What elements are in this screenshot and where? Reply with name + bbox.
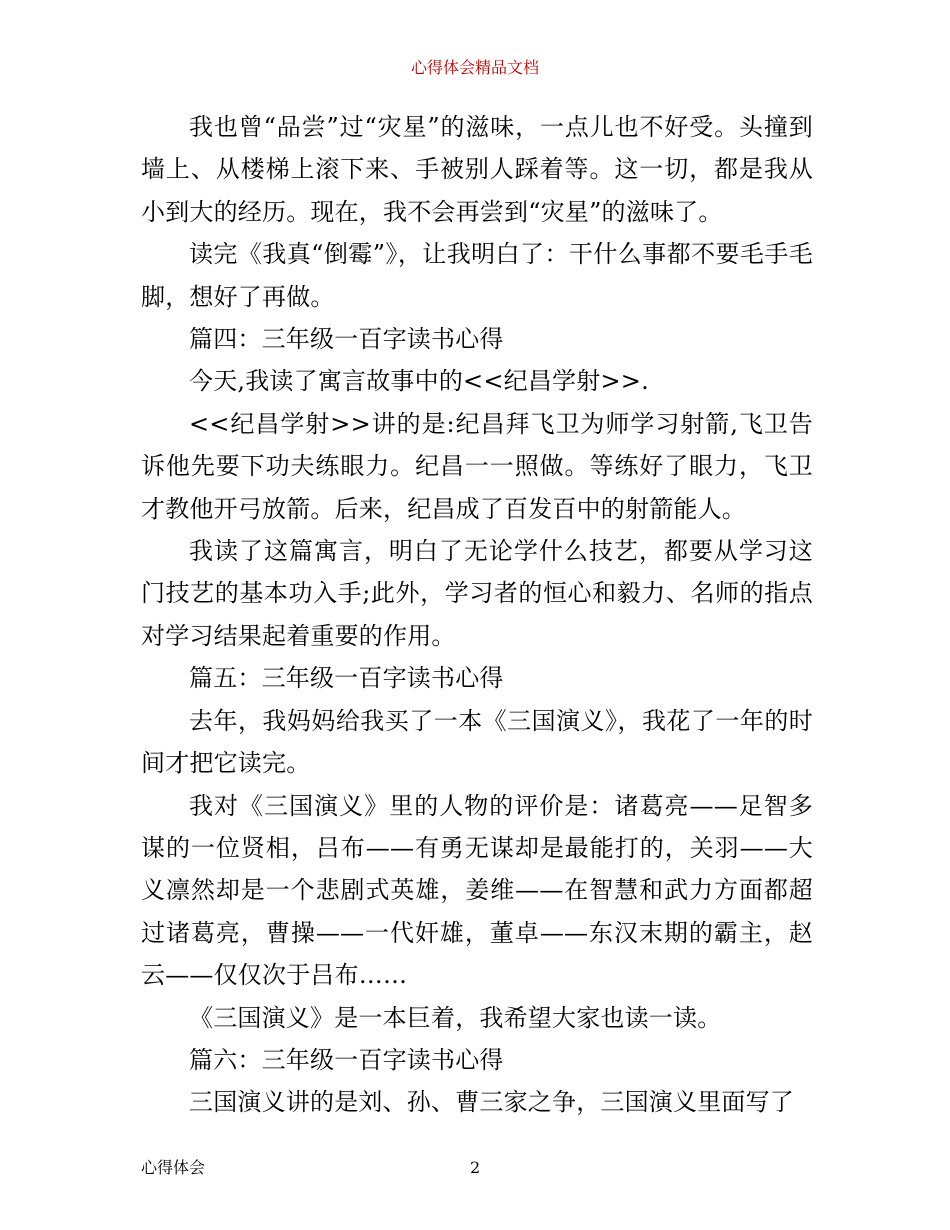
paragraph: 今天,我读了寓言故事中的<<纪昌学射>>. <box>189 367 649 396</box>
page-header: 心得体会精品文档 <box>410 58 539 77</box>
section-heading: 篇六：三年级一百字读书心得 <box>189 1045 504 1074</box>
section-heading: 篇五：三年级一百字读书心得 <box>189 664 504 693</box>
document-body <box>141 106 813 1124</box>
paragraph: 《三国演义》是一本巨着，我希望大家也读一读。 <box>189 1003 722 1032</box>
page-number: 2 <box>470 1158 481 1177</box>
footer-label: 心得体会 <box>141 1158 206 1177</box>
paragraph: 我读了这篇寓言，明白了无论学什么技艺，都要从学习这门技艺的基本功入手;此外，学习者的恒心和毅力、名师的指点对学习结果起着重要的作用。 <box>141 537 813 650</box>
paragraph: 读完《我真“倒霉”》，让我明白了：干什么事都不要毛手毛脚，想好了再做。 <box>141 240 813 311</box>
paragraph: 去年，我妈妈给我买了一本《三国演义》，我花了一年的时间才把它读完。 <box>141 706 813 778</box>
paragraph: <<纪昌学射>>讲的是:纪昌拜飞卫为师学习射箭,飞卫告诉他先要下功夫练眼力。纪昌一一照做。等练好了眼力，飞卫才教他开弓放箭。后来，纪昌成了百发百中的射箭能人。 <box>141 409 813 523</box>
paragraph: 三国演义讲的是刘、孙、曹三家之争，三国演义里面写了 <box>189 1088 794 1117</box>
paragraph: 我也曾“品尝”过“灾星”的滋味，一点儿也不好受。头撞到墙上、从楼梯上滚下来、手被别人踩着等。这一切，都是我从小到大的经历。现在，我不会再尝到“灾星”的滋味了。 <box>141 113 813 226</box>
section-heading: 篇四：三年级一百字读书心得 <box>189 325 504 354</box>
paragraph: 我对《三国演义》里的人物的评价是：诸葛亮——足智多谋的一位贤相，吕布——有勇无谋却是最能打的，关羽——大义凛然却是一个悲剧式英雄，姜维——在智慧和武力方面都超过诸葛亮，曹操——一代奸雄，董卓——东汉末期的霸主，赵云——仅仅次于吕布…… <box>141 791 813 990</box>
page-footer <box>141 1158 813 1178</box>
